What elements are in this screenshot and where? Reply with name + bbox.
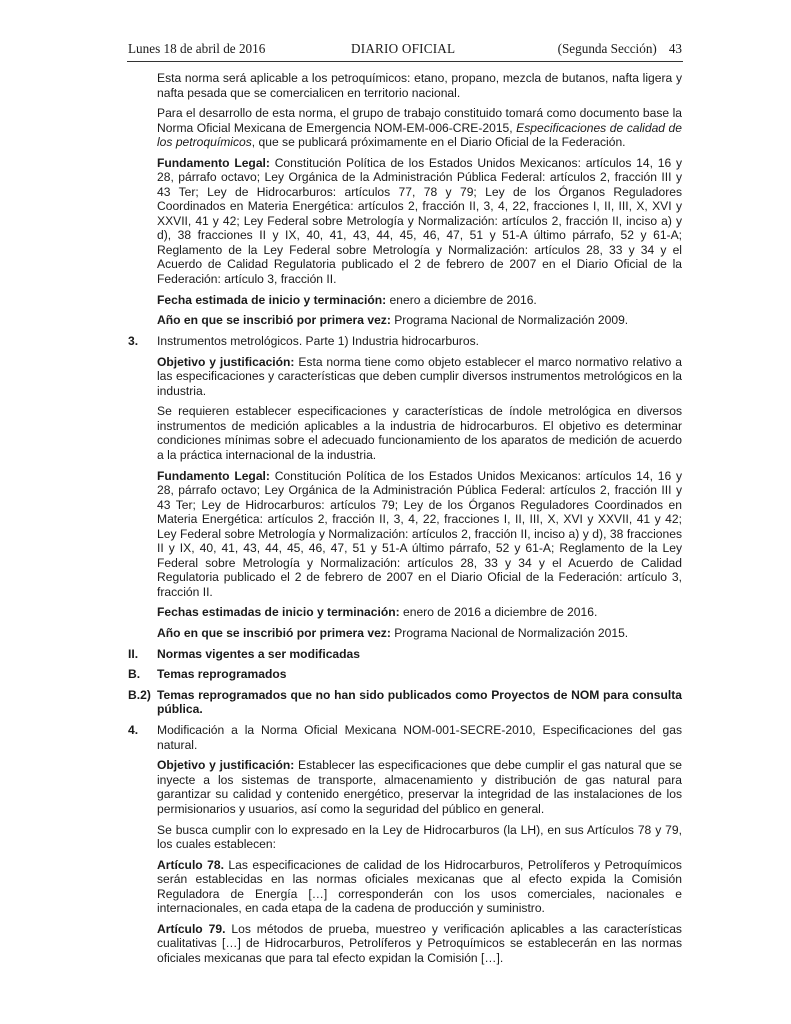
paragraph-fundamento-legal: Fundamento Legal: Constitución Política de los Estados Unidos Mexicanos: artículos 14, 16 y 28, párrafo octavo; Ley Orgánica de la Administración Pública Federal: artículos 2, fracción III y 43 Ter; Ley de Hidrocarburos: artículos 77, 78 y 79; Ley de los Órganos Reguladores Coordinados en Materia Energética: artículos 2, fracción II, 3, 4, 22, fracciones I, II, III, X, XVI y XXVII, 41 y 42; Ley Federal sobre Metrología y Normalización: artículos 2, fracción II, inciso a) y d), 38 fracciones II y IX, 40, 41, 43, 44, 45, 46, 47, 51 y 51-A último párrafo, 52 y 61-A; Reglamento de la Ley Federal sobre Metrología y Normalización: artículos 28, 33 y 34 y el Acuerdo de Calidad Regulatoria publicado el 2 de febrero de 2007 en el Diario Oficial de la Federación: artículo 3, fracción II. bbox=[157, 155, 682, 286]
paragraph: Se requieren establecer especificaciones y características de índole metrológica en diversos instrumentos de medición aplicables a la industria de hidrocarburos. El objetivo es determinar condiciones mínimas sobre el adecuado funcionamiento de los aparatos de medición de acuerdo a la práctica internacional de la industria. bbox=[157, 404, 682, 462]
item-number: 3. bbox=[128, 333, 139, 348]
item-text: Instrumentos metrológicos. Parte 1) Industria hidrocarburos. bbox=[157, 333, 479, 348]
item-number: B.2) bbox=[128, 687, 151, 702]
header-section: (Segunda Sección) bbox=[557, 41, 657, 56]
item-number: B. bbox=[128, 667, 141, 682]
paragraph-articulo-78: Artículo 78. Las especificaciones de calidad de los Hidrocarburos, Petrolíferos y Petroquímicos serán establecidas en las normas oficiales mexicanas que al efecto expida la Comisión Reguladora de Energía […] corresponderán con los usos comerciales, nacionales e internacionales, en cada etapa de la cadena de producción y suministro. bbox=[157, 857, 682, 916]
paragraph-objetivo: Objetivo y justificación: Establecer las especificaciones que debe cumplir el gas natural que se inyecte a los sistemas de transporte, almacenamiento y distribución de gas natural para garantizar su calidad y contenido energético, preservar la integridad de las instalaciones de los permisionarios y usuarios, así como la seguridad del público en general. bbox=[157, 758, 682, 816]
numbered-item-4 bbox=[128, 723, 682, 752]
paragraph: Se busca cumplir con lo expresado en la Ley de Hidrocarburos (la LH), en sus Artículos 78 y 79, los cuales establecen: bbox=[157, 822, 682, 851]
paragraph-fundamento-legal: Fundamento Legal: Constitución Política de los Estados Unidos Mexicanos: artículos 14, 16 y 28, párrafo octavo; Ley Orgánica de la Administración Pública Federal: artículos 2, fracción III y 43 Ter; Ley de Hidrocarburos: artículos 79; Ley de los Órganos Reguladores Coordinados en Materia Energética: artículos 2, fracción II, 3, 4, 22, fracciones I, II, III, X, XVI y XXVII, 41 y 42; Ley Federal sobre Metrología y Normalización: artículos 2, fracción II, inciso a) y d), 38 fracciones II y IX, 40, 41, 43, 44, 45, 46, 47, 51 y 51-A último párrafo, 52 y 61-A; Reglamento de la Ley Federal sobre Metrología y Normalización: artículos 28, 33 y 34 y el Acuerdo de Calidad Regulatoria publicado el 2 de febrero de 2007 en el Diario Oficial de la Federación: artículo 3, fracción II. bbox=[157, 468, 682, 599]
section-heading-II bbox=[128, 647, 682, 662]
section-heading-B2 bbox=[128, 688, 682, 717]
paragraph-fecha: Fecha estimada de inicio y terminación: enero a diciembre de 2016. bbox=[157, 292, 537, 307]
item-text: Temas reprogramados bbox=[157, 667, 287, 682]
paragraph-anio: Año en que se inscribió por primera vez: Programa Nacional de Normalización 2009. bbox=[157, 313, 629, 328]
numbered-item-3 bbox=[128, 334, 682, 349]
paragraph-articulo-79: Artículo 79. Los métodos de prueba, muestreo y verificación aplicables a las características cualitativas […] de Hidrocarburos, Petrolíferos y Petroquímicos se establecerán en las normas oficiales mexicanas que para tal efecto expidan la Comisión […]. bbox=[157, 921, 682, 965]
header-right bbox=[558, 41, 682, 57]
item-number: II. bbox=[128, 646, 139, 661]
header-title: DIARIO OFICIAL bbox=[351, 41, 456, 56]
page-header bbox=[128, 41, 682, 57]
header-page-number: 43 bbox=[668, 41, 682, 56]
section-heading-B bbox=[128, 667, 682, 682]
paragraph-anio: Año en que se inscribió por primera vez: Programa Nacional de Normalización 2015. bbox=[157, 625, 629, 640]
document-body bbox=[128, 71, 682, 972]
paragraph: Para el desarrollo de esta norma, el grupo de trabajo constituido tomará como documento base la Norma Oficial Mexicana de Emergencia NOM-EM-006-CRE-2015, Especificaciones de calidad de los petroquímicos, que se publicará próximamente en el Diario Oficial de la Federación. bbox=[157, 106, 683, 150]
header-date: Lunes 18 de abril de 2016 bbox=[128, 41, 266, 56]
header-rule bbox=[127, 61, 683, 62]
paragraph-fechas: Fechas estimadas de inicio y terminación: enero de 2016 a diciembre de 2016. bbox=[157, 605, 598, 620]
item-text: Modificación a la Norma Oficial Mexicana NOM-001-SECRE-2010, Especificaciones del gas natural. bbox=[157, 723, 682, 752]
paragraph: Esta norma será aplicable a los petroquímicos: etano, propano, mezcla de butanos, nafta ligera y nafta pesada que se comercialicen en territorio nacional. bbox=[157, 71, 682, 100]
item-text: Temas reprogramados que no han sido publicados como Proyectos de NOM para consulta pública. bbox=[157, 687, 682, 717]
item-text: Normas vigentes a ser modificadas bbox=[157, 646, 360, 661]
item-number: 4. bbox=[128, 723, 139, 738]
paragraph-objetivo: Objetivo y justificación: Esta norma tiene como objeto establecer el marco normativo relativo a las especificaciones y características que deben cumplir diversos instrumentos metrológicos en la industria. bbox=[157, 354, 683, 398]
